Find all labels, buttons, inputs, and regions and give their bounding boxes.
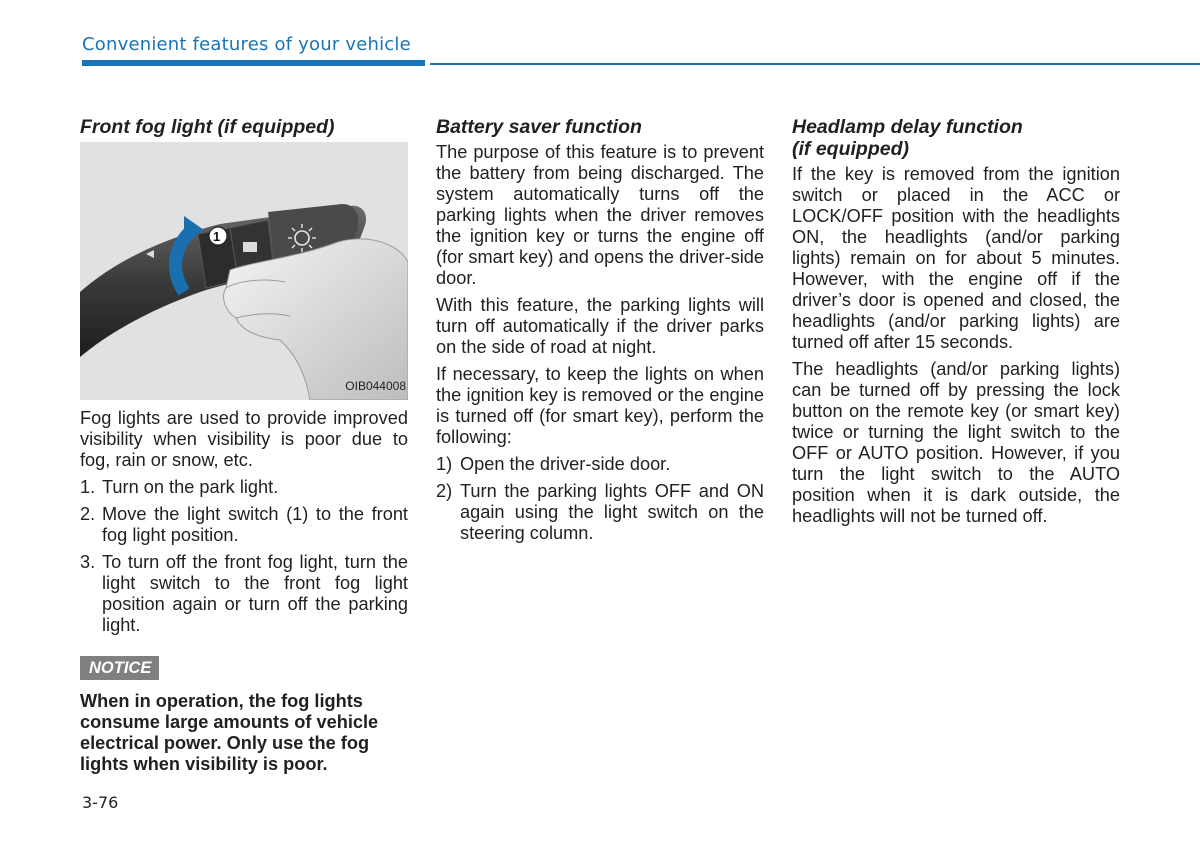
notice-badge: NOTICE — [80, 656, 159, 680]
paragraph: The purpose of this feature is to prevent the battery from being discharged. The system automatically turns off the parking lights when the driver removes the ignition key or turns the engine off (for smart key) and opens the driver-side door. — [436, 142, 764, 288]
list-item — [80, 552, 408, 636]
paragraph: With this feature, the parking lights will turn off automatically if the driver parks on the side of road at night. — [436, 295, 764, 357]
notice-text: When in operation, the fog lights consume large amounts of vehicle electrical power. Only use the fog lights when visibility is poor. — [80, 691, 379, 774]
list-item — [436, 481, 764, 544]
column-headlamp-delay — [792, 116, 1120, 533]
step-number: 1. — [80, 477, 96, 497]
paragraph: The headlights (and/or parking lights) can be turned off by pressing the lock button on the remote key (or smart key) twice or turning the light switch to the OFF or AUTO position. However, if you turn the light switch to the AUTO position when it is dark outside, the headlights will not be turned off. — [792, 359, 1120, 526]
paragraph: If necessary, to keep the lights on when the ignition key is removed or the engine is turned off (for smart key), perform the following: — [436, 364, 764, 447]
list-item — [80, 504, 408, 546]
step-number: 2) — [436, 481, 453, 501]
header-rule-thick — [82, 60, 425, 66]
fog-light-intro: Fog lights are used to provide improved visibility when visibility is poor due to fog, rain or snow, etc. — [80, 408, 408, 470]
step-number: 3. — [80, 552, 96, 572]
step-text: Move the light switch (1) to the front fog light position. — [102, 504, 408, 545]
step-text: Turn the parking lights OFF and ON again using the light switch on the steering column. — [460, 481, 764, 543]
fog-light-heading: Front fog light (if equipped) — [80, 116, 335, 138]
step-text: Open the driver-side door. — [460, 454, 671, 474]
page-number: 3-76 — [82, 793, 119, 812]
headlamp-delay-heading — [792, 116, 1120, 160]
step-number: 1) — [436, 454, 453, 474]
paragraph: If the key is removed from the ignition switch or placed in the ACC or LOCK/OFF position with the headlights ON, the headlights (and/or parking lights) remain on for about 5 minutes. However, with the engine off if the driver’s door is opened and closed, the headlights (and/or parking lights) are turned off after 15 seconds. — [792, 164, 1120, 352]
list-item — [80, 477, 408, 498]
step-number: 2. — [80, 504, 96, 524]
column-fog-light — [80, 116, 408, 775]
step-text: Turn on the park light. — [102, 477, 279, 497]
battery-saver-heading: Battery saver function — [436, 116, 642, 138]
header-rule-thin — [430, 63, 1200, 65]
step-text: To turn off the front fog light, turn the light switch to the front fog light position again or turn off the parking light. — [102, 552, 408, 635]
list-item — [436, 454, 764, 475]
heading-line: Headlamp delay function — [792, 116, 1023, 138]
steering-stalk-drawing — [80, 142, 408, 400]
column-battery-saver — [436, 116, 764, 550]
section-title: Convenient features of your vehicle — [82, 34, 411, 55]
heading-line: (if equipped) — [792, 138, 909, 160]
figure-code: OIB044008 — [345, 379, 406, 393]
fog-light-switch-illustration — [80, 142, 408, 400]
callout-number: 1 — [213, 229, 221, 244]
